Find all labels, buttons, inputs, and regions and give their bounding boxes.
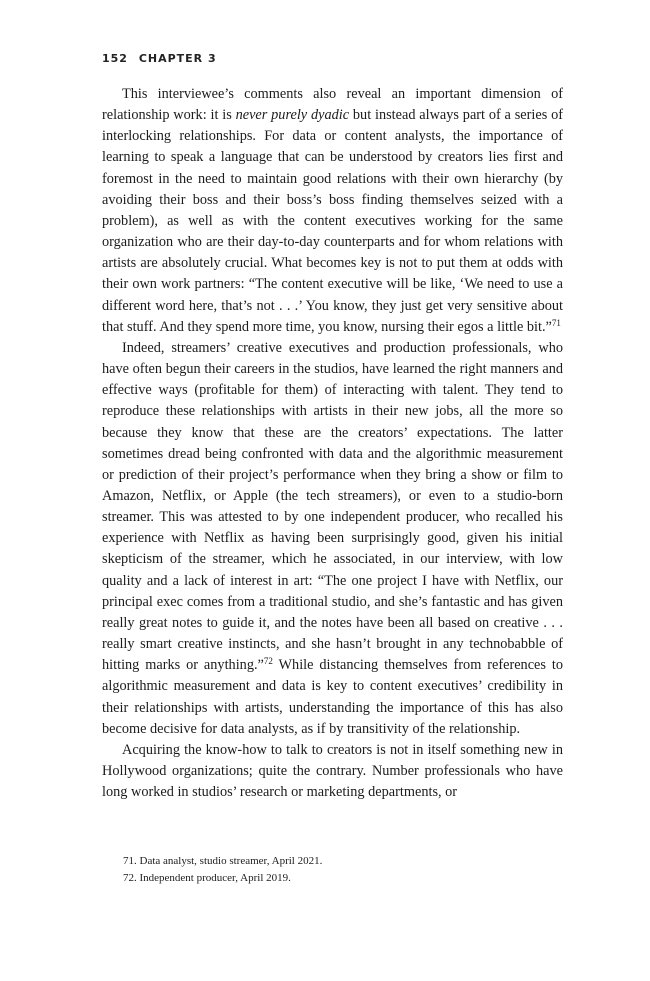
footnote-71: 71. Data analyst, studio streamer, April 2021.	[123, 855, 323, 867]
chapter-label: CHAPTER 3	[138, 52, 217, 65]
footnotes	[123, 853, 563, 887]
footnote-72: 72. Independent producer, April 2019.	[123, 872, 291, 884]
page-number: 152	[102, 52, 128, 65]
paragraph-3: Acquiring the know-how to talk to creators is not in itself something new in Hollywood organizations; quite the contrary. Number professionals who have long worked in studios’ research or marketing departments, or	[102, 741, 563, 801]
body-text	[102, 84, 563, 803]
paragraph-1	[102, 84, 563, 338]
running-head	[102, 52, 217, 65]
paragraph-2-text-b: While distancing themselves from references to algorithmic measurement and data is key to content executives’ credibility in their relationships with artists, understanding the importance of this has also become decisive for data analysts, as if by transitivity of the relationship.	[102, 657, 563, 737]
footnote-ref-72[interactable]: 72	[263, 656, 273, 667]
footnote-ref-71[interactable]: 71	[551, 317, 561, 328]
emphasis-never-purely-dyadic: never purely dyadic	[235, 107, 350, 124]
paragraph-1-text-b: but instead always part of a series of interlocking relationships. For data or content analysts, the importance of learning to speak a language that can be understood by creators lies first and foremost in the need to maintain good relations with their own hierarchy (by avoiding their boss and their boss’s boss finding themselves seized with a problem), as well as with the content executives working for the same organization who are their day-to-day counterparts and for whom relations with artists are absolutely crucial. What becomes key is not to put them at odds with their own work partners: “The content executive will be like, ‘We need to use a different word here, that’s not . . .’ You know, they just get very sensitive about that stuff. And they spend more time, you know, nursing their egos a little bit.”	[102, 107, 563, 335]
paragraph-1-text-a: This interviewee’s comments also reveal an important dimension of relationship work: it is	[102, 86, 563, 124]
paragraph-2	[102, 338, 563, 740]
paragraph-2-text-a: Indeed, streamers’ creative executives and production professionals, who have often begun their careers in the studios, have learned the right manners and effective ways (profitable for them) of interacting with talent. They tend to reproduce these relationships with artists in their new jobs, all the more so because they know that these are the creators’ expectations. The latter sometimes dread being confronted with data and the algorithmic measurement or prediction of their project’s performance when they bring a show or film to Amazon, Netflix, or Apple (the tech streamers), or even to a studio-born streamer. This was attested to by one independent producer, who recalled his experience with Netflix as having been surprisingly good, given his initial skepticism of the streamer, which he associated, in our interview, with low quality and a lack of interest in art: “The one project I have with Netflix, our principal exec comes from a traditional studio, and she’s fantastic and has given really great notes to guide it, and the notes have been all based on creative . . . really smart creative instincts, and she hasn’t brought in any technobabble of hitting marks or anything.”	[102, 339, 563, 674]
